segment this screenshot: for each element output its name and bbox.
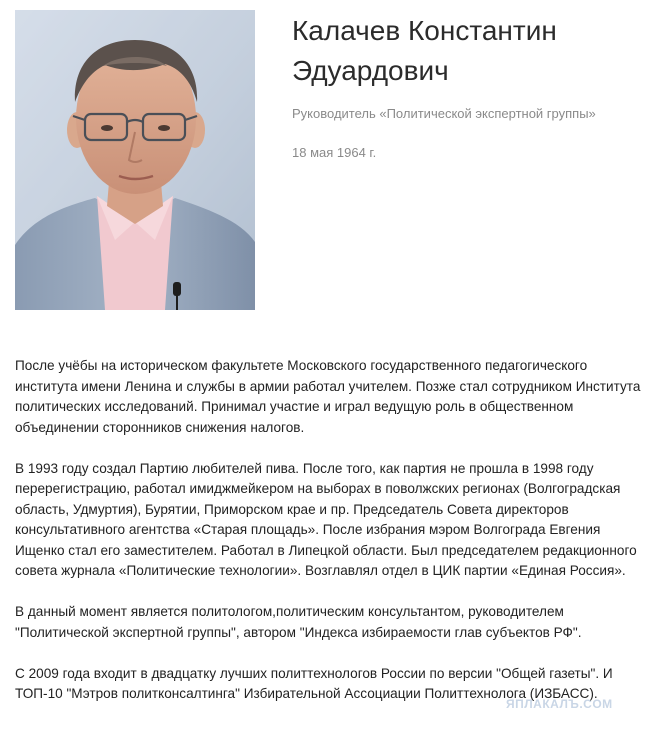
biography: [15, 356, 651, 725]
person-name: Калачев Константин Эдуардович: [292, 15, 557, 86]
bio-paragraph: В данный момент является политологом,политическим консультантом, руководителем "Политической экспертной группы", автором "Индекса избираемости глав субъектов РФ".: [15, 604, 582, 640]
birth-date: 18 мая 1964 г.: [292, 145, 377, 160]
site-watermark: ЯПЛАКАЛЪ.COM: [506, 697, 613, 711]
person-position: Руководитель «Политической экспертной группы»: [292, 106, 596, 121]
bio-paragraph: В 1993 году создал Партию любителей пива. После того, как партия не прошла в 1998 году перерегистрацию, работал имиджмейкером на выборах в поволжских регионах (Волгоградская область, Удмуртия), Бурятии, Приморском крае и пр. Председатель Совета директоров консультативного агентства «Старая площадь». После избрания мэром Волгограда Евгения Ищенко стал его заместителем. Работал в Липецкой области. Был председателем редакционного совета журнала «Политические технологии». Возглавлял отдел в ЦИК партии «Единая Россия».: [15, 460, 637, 578]
portrait-photo: [15, 10, 255, 310]
bio-paragraph: С 2009 года входит в двадцатку лучших политтехнологов России по версии "Общей газеты". И ТОП-10 "Мэтров политконсалтинга" Избирательной Ассоциации Политтехнолога (ИЗБАСС).: [15, 665, 613, 701]
bio-paragraph: После учёбы на историческом факультете Московского государственного педагогического института имени Ленина и службы в армии работал учителем. Позже стал сотрудником Института политических исследований. Принимал участие и играл ведущую роль в общественном объединении сторонников снижения налогов.: [15, 358, 641, 435]
